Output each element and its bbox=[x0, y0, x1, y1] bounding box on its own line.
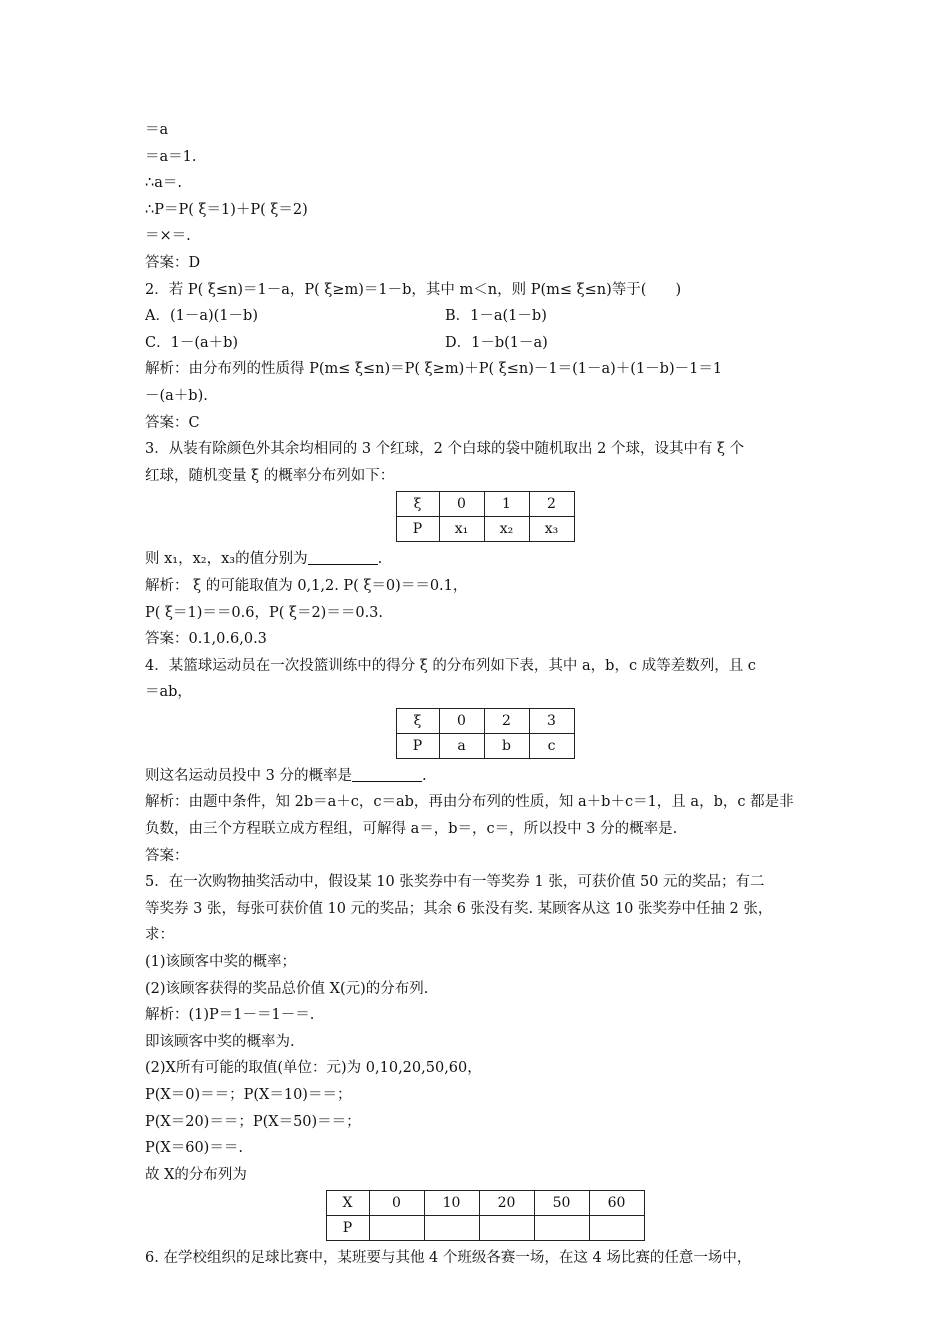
table-cell: 2 bbox=[484, 708, 529, 733]
table-cell: P bbox=[396, 733, 439, 758]
table-cell: 60 bbox=[589, 1191, 644, 1216]
document-page bbox=[145, 117, 825, 1272]
table-cell: 10 bbox=[424, 1191, 479, 1216]
q5-analysis: 解析：(1)P＝1－＝1－＝. bbox=[145, 1007, 315, 1024]
table-row bbox=[326, 1216, 644, 1241]
table-row bbox=[396, 708, 574, 733]
q5-distribution-table bbox=[326, 1190, 645, 1241]
table-row bbox=[396, 492, 574, 517]
text-line: ∴a＝. bbox=[145, 175, 182, 192]
q5-sub-question-1: (1)该顾客中奖的概率； bbox=[145, 954, 297, 971]
table-cell bbox=[479, 1216, 534, 1241]
table-cell: c bbox=[529, 733, 574, 758]
table-cell: ξ bbox=[396, 708, 439, 733]
text-line: ∴P＝P( ξ＝1)＋P( ξ＝2) bbox=[145, 201, 308, 218]
q3-analysis: 解析： ξ 的可能取值为 0,1,2. P( ξ＝0)＝＝0.1， bbox=[145, 577, 468, 594]
q4-analysis: 解析：由题中条件，知 2b＝a＋c，c＝ab，再由分布列的性质，知 a＋b＋c＝1，且 a，b，c 都是非 bbox=[145, 794, 794, 811]
q4-fill-prefix: 则这名运动员投中 3 分的概率是 bbox=[145, 767, 352, 784]
q2-option-a: A．(1－a)(1－b) bbox=[145, 308, 258, 325]
q3-fill-line bbox=[145, 546, 825, 573]
q4-answer: 答案： bbox=[145, 847, 189, 864]
text-line: ＝×＝. bbox=[145, 228, 191, 245]
table-row bbox=[396, 517, 574, 542]
q5-sub-question-2: (2)该顾客获得的奖品总价值 X(元)的分布列. bbox=[145, 980, 429, 997]
q2-option-b: B．1－a(1－b) bbox=[445, 308, 547, 325]
q2-answer: 答案：C bbox=[145, 414, 200, 431]
table-cell: 0 bbox=[439, 708, 484, 733]
q4-fill-line bbox=[145, 763, 825, 790]
table-cell bbox=[589, 1216, 644, 1241]
q2-analysis: 解析：由分布列的性质得 P(m≤ ξ≤n)＝P( ξ≥m)＋P( ξ≤n)－1＝(1－a)＋(1－b)－1＝1 bbox=[145, 361, 723, 378]
q3-analysis-cont: P( ξ＝1)＝＝0.6，P( ξ＝2)＝＝0.3. bbox=[145, 604, 384, 621]
table-cell: a bbox=[439, 733, 484, 758]
table-cell: 50 bbox=[534, 1191, 589, 1216]
table-cell: b bbox=[484, 733, 529, 758]
table-cell: x₂ bbox=[484, 517, 529, 542]
q2-options-row-2 bbox=[145, 330, 825, 357]
q5-analysis: 故 X的分布列为 bbox=[145, 1166, 247, 1183]
q4-fill-suffix: . bbox=[421, 767, 427, 784]
q5-analysis: 即该顾客中奖的概率为. bbox=[145, 1033, 295, 1050]
q5-analysis: P(X＝0)＝＝；P(X＝10)＝＝； bbox=[145, 1087, 352, 1103]
text-line: ＝a＝1. bbox=[145, 148, 197, 165]
table-cell: 2 bbox=[529, 492, 574, 517]
q5-stem-cont: 求： bbox=[145, 927, 174, 944]
q4-blank bbox=[352, 765, 422, 782]
q5-analysis: (2)X所有可能的取值(单位：元)为 0,10,20,50,60， bbox=[145, 1060, 482, 1077]
table-row bbox=[326, 1191, 644, 1216]
table-cell bbox=[369, 1216, 424, 1241]
table-cell bbox=[424, 1216, 479, 1241]
q4-stem-cont: ＝ab， bbox=[145, 684, 192, 701]
q6-stem: 6. 在学校组织的足球比赛中，某班要与其他 4 个班级各赛一场，在这 4 场比赛的任意一场中， bbox=[145, 1250, 752, 1267]
table-cell: x₃ bbox=[529, 517, 574, 542]
table-cell: 1 bbox=[484, 492, 529, 517]
q3-distribution-table bbox=[396, 491, 575, 542]
q3-answer: 答案：0.1,0.6,0.3 bbox=[145, 631, 267, 648]
q4-analysis-cont: 负数，由三个方程联立成方程组，可解得 a＝，b＝，c＝，所以投中 3 分的概率是. bbox=[145, 821, 678, 838]
table-cell: X bbox=[326, 1191, 369, 1216]
q5-stem: 5．在一次购物抽奖活动中，假设某 10 张奖券中有一等奖券 1 张，可获价值 50 元的奖品；有二 bbox=[145, 874, 765, 891]
q2-analysis-cont: －(a＋b). bbox=[145, 387, 208, 404]
q5-stem-cont: 等奖券 3 张，每张可获价值 10 元的奖品；其余 6 张没有奖. 某顾客从这 10 张奖券中任抽 2 张， bbox=[145, 900, 773, 917]
table-cell bbox=[534, 1216, 589, 1241]
q5-analysis: P(X＝60)＝＝. bbox=[145, 1140, 243, 1157]
q3-stem-cont: 红球，随机变量 ξ 的概率分布列如下： bbox=[145, 467, 395, 484]
q2-option-d: D．1－b(1－a) bbox=[445, 334, 548, 351]
text-line: ＝a bbox=[145, 122, 169, 138]
q3-fill-suffix: . bbox=[377, 551, 383, 568]
q2-option-c: C．1－(a＋b) bbox=[145, 334, 239, 351]
table-cell: x₁ bbox=[439, 517, 484, 542]
table-cell: 0 bbox=[439, 492, 484, 517]
table-cell: 20 bbox=[479, 1191, 534, 1216]
q4-stem: 4．某篮球运动员在一次投篮训练中的得分 ξ 的分布列如下表，其中 a，b，c 成等差数列，且 c bbox=[145, 657, 756, 674]
q4-distribution-table bbox=[396, 708, 575, 759]
q3-fill-prefix: 则 x₁，x₂，x₃的值分别为 bbox=[145, 551, 308, 568]
table-cell: P bbox=[326, 1216, 369, 1241]
table-cell: 0 bbox=[369, 1191, 424, 1216]
q3-blank bbox=[308, 548, 378, 565]
q5-analysis: P(X＝20)＝＝；P(X＝50)＝＝； bbox=[145, 1113, 361, 1130]
q3-stem: 3．从装有除颜色外其余均相同的 3 个红球，2 个白球的袋中随机取出 2 个球，设其中有 ξ 个 bbox=[145, 441, 745, 458]
table-cell: P bbox=[396, 517, 439, 542]
table-cell: 3 bbox=[529, 708, 574, 733]
answer-line: 答案：D bbox=[145, 254, 201, 271]
table-row bbox=[396, 733, 574, 758]
q2-options-row-1 bbox=[145, 303, 825, 330]
table-cell: ξ bbox=[396, 492, 439, 517]
q2-stem: 2．若 P( ξ≤n)＝1－a，P( ξ≥m)＝1－b，其中 m＜n，则 P(m≤ ξ≤n)等于( ) bbox=[145, 281, 682, 298]
